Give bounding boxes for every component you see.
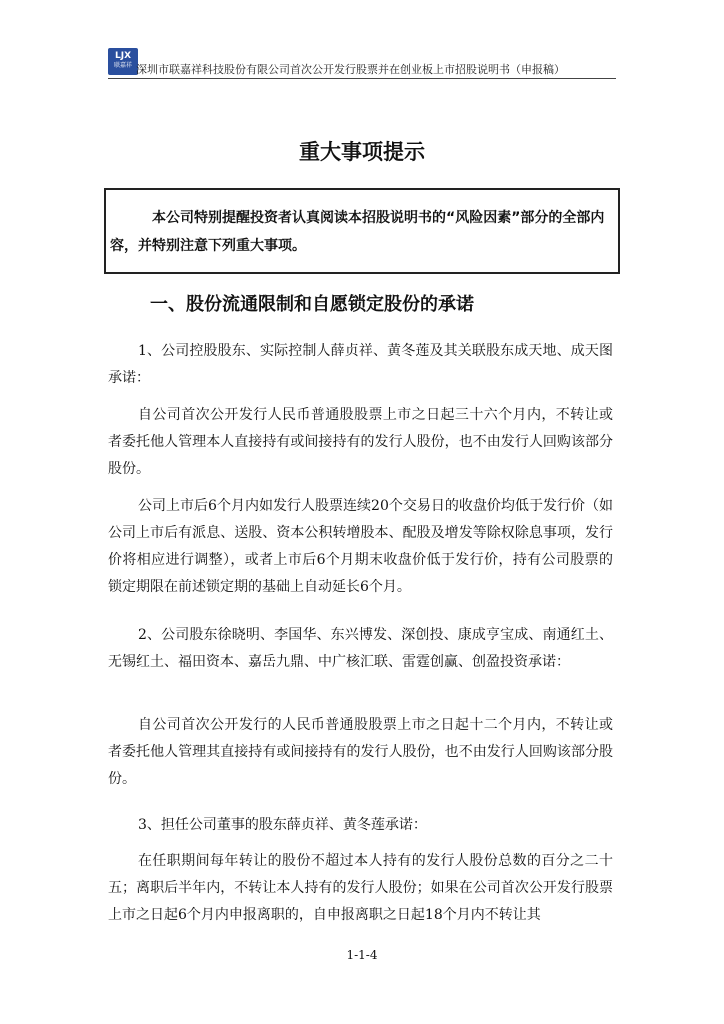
notice-box [104,188,620,274]
paragraph-1: 1、公司控股股东、实际控制人薛贞祥、黄冬莲及其关联股东成天地、成天图承诺： [108,343,613,386]
notice-text: 本公司特别提醒投资者认真阅读本招股说明书的“风险因素”部分的全部内容，并特别注意下列重大事项。 [110,210,605,254]
company-logo [108,48,138,75]
paragraph-5: 自公司首次公开发行的人民币普通股股票上市之日起十二个月内，不转让或者委托他人管理其直接持有或间接持有的发行人股份，也不由发行人回购该部分股份。 [108,717,613,787]
paragraph-3: 公司上市后6个月内如发行人股票连续20个交易日的收盘价均低于发行价（如公司上市后有派息、送股、资本公积转增股本、配股及增发等除权除息事项，发行价将相应进行调整），或者上市后6个月期末收盘价低于发行价，持有公司股票的锁定期限在前述锁定期的基础上自动延长6个月。 [108,498,613,595]
page-number: 1-1-4 [346,948,378,962]
paragraph-7: 在任职期间每年转让的股份不超过本人持有的发行人股份总数的百分之二十五；离职后半年内，不转让本人持有的发行人股份；如果在公司首次公开发行股票上市之日起6个月内申报离职的，自申报离职之日起18个月内不转让其 [108,853,613,923]
header-title: 深圳市联嘉祥科技股份有限公司首次公开发行股票并在创业板上市招股说明书（申报稿） [136,63,565,76]
section-heading: 一、股份流通限制和自愿锁定股份的承诺 [150,294,474,315]
paragraph-2: 自公司首次公开发行人民币普通股股票上市之日起三十六个月内，不转让或者委托他人管理本人直接持有或间接持有的发行人股份，也不由发行人回购该部分股份。 [108,407,613,477]
paragraph-4: 2、公司股东徐晓明、李国华、东兴博发、深创投、康成亨宝成、南通红土、无锡红土、福田资本、嘉岳九鼎、中广核汇联、雷霆创赢、创盈投资承诺： [108,627,613,670]
logo-text: LJX [114,51,132,61]
logo-subtext: 联嘉祥 [113,62,132,69]
page-title: 重大事项提示 [299,140,425,164]
paragraph-6: 3、担任公司董事的股东薛贞祥、黄冬莲承诺： [138,817,427,833]
page-header [108,48,616,79]
